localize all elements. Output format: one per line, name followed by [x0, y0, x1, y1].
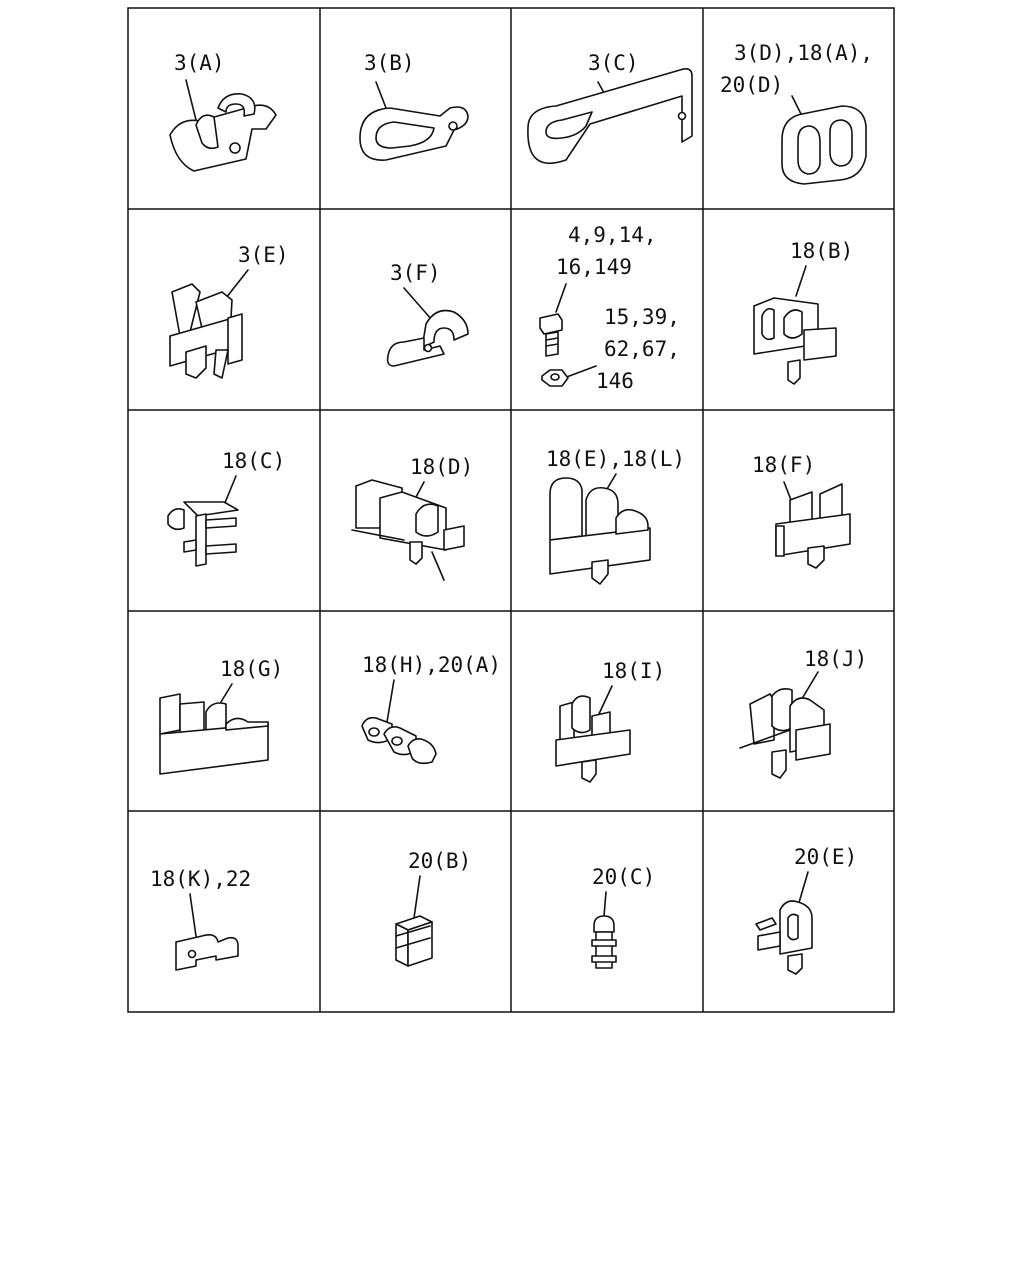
part-label: 3(F) — [390, 261, 441, 285]
clip-18f-drawing — [776, 484, 850, 568]
part-label: 18(J) — [804, 647, 868, 671]
clip-20e-drawing — [756, 901, 812, 974]
part-label: 3(D),18(A), — [734, 41, 874, 65]
clip-18c-drawing — [168, 502, 238, 566]
clip-18e-drawing — [550, 478, 650, 584]
cell-fasteners — [540, 223, 680, 393]
part-label: 18(H),20(A) — [362, 653, 502, 677]
cell-3a — [170, 51, 276, 171]
cell-3f — [388, 261, 468, 366]
cell-18k-22 — [150, 867, 251, 970]
cell-18e-18l — [546, 447, 685, 584]
cell-3d-18a-20d — [720, 41, 873, 184]
clip-3c-drawing — [528, 69, 692, 163]
clip-20c-drawing — [592, 916, 616, 968]
cell-18g — [160, 657, 283, 774]
part-label: 18(B) — [790, 239, 854, 263]
cell-18i — [556, 659, 665, 782]
clip-3e-drawing — [170, 284, 242, 378]
part-label: 18(I) — [602, 659, 666, 683]
nut-drawing — [542, 370, 568, 386]
part-label: 16,149 — [556, 255, 632, 279]
clip-18h-drawing — [362, 718, 436, 764]
part-label: 3(B) — [364, 51, 415, 75]
cell-18c — [168, 449, 285, 566]
cell-18f — [752, 453, 850, 568]
part-label: 20(E) — [794, 845, 858, 869]
part-label: 146 — [596, 369, 634, 393]
clip-18i-drawing — [556, 696, 630, 782]
part-label: 15,39, — [604, 305, 680, 329]
part-label: 18(K),22 — [150, 867, 252, 891]
part-label: 18(G) — [220, 657, 284, 681]
clip-3f-drawing — [388, 311, 468, 367]
part-label: 3(A) — [174, 51, 225, 75]
clip-20b-drawing — [396, 916, 432, 966]
cell-20e — [756, 845, 857, 974]
cell-18h-20a — [362, 653, 501, 763]
cell-20b — [396, 849, 471, 966]
part-label: 18(C) — [222, 449, 286, 473]
cell-18j — [740, 647, 867, 778]
cell-3e — [170, 243, 289, 378]
part-label: 20(C) — [592, 865, 656, 889]
part-label: 62,67, — [604, 337, 680, 361]
bolt-drawing — [540, 314, 562, 356]
part-label: 18(F) — [752, 453, 816, 477]
clip-18d-drawing — [352, 480, 464, 580]
part-label: 3(E) — [238, 243, 289, 267]
cell-18d — [352, 455, 473, 580]
clip-3b-drawing — [360, 107, 468, 160]
cell-3b — [360, 51, 468, 160]
cell-18b — [754, 239, 853, 384]
part-label: 3(C) — [588, 51, 639, 75]
part-label: 18(E),18(L) — [546, 447, 686, 471]
cell-3c — [528, 51, 692, 163]
part-label: 18(D) — [410, 455, 474, 479]
clip-18b-drawing — [754, 298, 836, 384]
part-label: 4,9,14, — [568, 223, 657, 247]
clip-18j-drawing — [740, 689, 830, 778]
clip-18g-drawing — [160, 694, 268, 774]
clip-3d-drawing — [782, 106, 866, 184]
cell-20c — [592, 865, 655, 968]
part-label: 20(B) — [408, 849, 472, 873]
part-label: 20(D) — [720, 73, 784, 97]
clip-3a-drawing — [170, 94, 276, 171]
clip-18k-drawing — [176, 935, 238, 970]
